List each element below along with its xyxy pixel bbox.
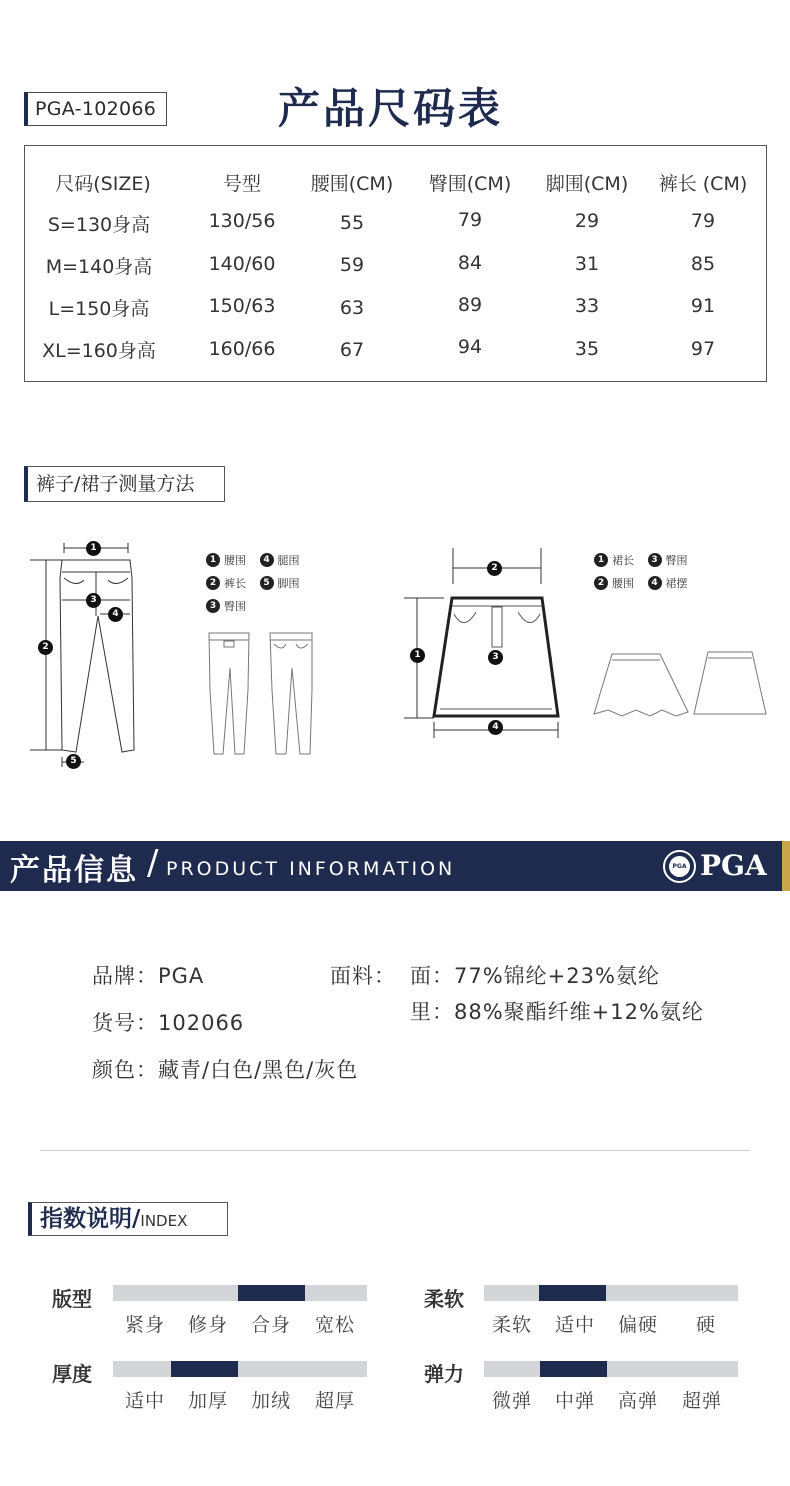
- index-option: 超厚: [314, 1390, 356, 1412]
- index-option: 合身: [250, 1314, 292, 1336]
- table-cell: 84: [457, 252, 483, 274]
- table-cell: 63: [339, 297, 365, 319]
- pga-logo: PGA: [700, 849, 767, 882]
- table-cell: XL=160身高: [42, 340, 156, 362]
- table-cell: 130/56: [208, 210, 276, 232]
- marker-skirt-waist: 2: [487, 561, 502, 576]
- index-thickness-name: 厚度: [52, 1362, 92, 1386]
- brand-info: 品牌：PGA: [92, 964, 205, 988]
- table-header-length: 裤长 (CM): [658, 173, 748, 195]
- page-title: 产品尺码表: [278, 84, 504, 133]
- table-cell: 160/66: [208, 338, 276, 360]
- table-header-hem: 脚围(CM): [545, 173, 629, 195]
- table-cell: 55: [339, 212, 365, 234]
- table-cell: 97: [690, 338, 716, 360]
- fabric-lining: 里：88%聚酯纤维+12%氨纶: [410, 1000, 704, 1024]
- index-option: 宽松: [314, 1314, 356, 1336]
- index-option: 柔软: [491, 1314, 533, 1336]
- table-cell: L=150身高: [48, 298, 150, 320]
- table-header-model: 号型: [222, 173, 262, 195]
- index-option: 加绒: [250, 1390, 292, 1412]
- sku-info: 货号：102066: [92, 1011, 245, 1035]
- table-header-size: 尺码(SIZE): [55, 173, 151, 195]
- index-thickness-bar: [113, 1361, 367, 1377]
- skirt-legend-row: 2 腰围 4 裙摆: [594, 575, 698, 591]
- table-cell: 79: [457, 209, 483, 231]
- marker-hip: 3: [86, 593, 101, 608]
- table-cell: S=130身高: [47, 214, 151, 236]
- banner-subtitle: PRODUCT INFORMATION: [166, 858, 456, 880]
- index-softness-name: 柔软: [424, 1287, 464, 1311]
- index-option: 加厚: [187, 1390, 229, 1412]
- fabric-outer: 面：77%锦纶+23%氨纶: [410, 964, 660, 988]
- marker-length: 2: [38, 640, 53, 655]
- index-option: 高弹: [617, 1390, 659, 1412]
- marker-waist: 1: [86, 541, 101, 556]
- marker-skirt-length: 1: [410, 648, 425, 663]
- index-option: 偏硬: [617, 1314, 659, 1336]
- size-table: [24, 145, 767, 382]
- table-cell: 59: [339, 254, 365, 276]
- index-section-label: 指数说明/INDEX: [28, 1202, 228, 1236]
- table-header-waist: 腰围(CM): [310, 173, 394, 195]
- index-option: 适中: [554, 1314, 596, 1336]
- index-softness-bar: [484, 1285, 738, 1301]
- index-fit-fill: [238, 1285, 305, 1301]
- index-thickness-fill: [171, 1361, 238, 1377]
- index-elasticity-name: 弹力: [424, 1362, 464, 1386]
- table-header-hip: 臀围(CM): [428, 173, 512, 195]
- banner-title: 产品信息: [10, 853, 138, 888]
- index-softness-fill: [539, 1285, 606, 1301]
- index-option: 紧身: [124, 1314, 166, 1336]
- table-cell: 94: [457, 336, 483, 358]
- index-option: 中弹: [554, 1390, 596, 1412]
- product-code-label: PGA-102066: [24, 92, 167, 126]
- table-cell: 31: [574, 253, 600, 275]
- pga-seal-inner: PGA: [669, 856, 690, 877]
- table-cell: 67: [339, 339, 365, 361]
- table-cell: 79: [690, 210, 716, 232]
- index-option: 硬: [695, 1314, 717, 1336]
- index-elasticity-bar: [484, 1361, 738, 1377]
- table-cell: 91: [690, 295, 716, 317]
- fabric-label: 面料：: [330, 964, 396, 988]
- index-option: 适中: [124, 1390, 166, 1412]
- marker-skirt-hem: 4: [488, 720, 503, 735]
- table-cell: 89: [457, 294, 483, 316]
- marker-skirt-hip: 3: [488, 650, 503, 665]
- marker-hem: 5: [66, 754, 81, 769]
- table-cell: 150/63: [208, 295, 276, 317]
- pants-sketch: [204, 630, 322, 760]
- pants-legend-row: 3 臀围: [206, 598, 256, 614]
- product-info-banner: [0, 841, 790, 891]
- pants-legend-row: 2 裤长 5 脚围: [206, 575, 310, 591]
- index-option: 修身: [187, 1314, 229, 1336]
- skirt-sketch: [590, 648, 768, 722]
- table-cell: M=140身高: [45, 256, 153, 278]
- skirt-legend-row: 1 裙长 3 臀围: [594, 552, 698, 568]
- index-elasticity-fill: [540, 1361, 607, 1377]
- table-cell: 85: [690, 253, 716, 275]
- skirt-measure-diagram: [400, 544, 565, 744]
- index-fit-bar: [113, 1285, 367, 1301]
- gold-accent-strip: [782, 841, 790, 891]
- index-option: 超弹: [681, 1390, 723, 1412]
- table-cell: 29: [574, 210, 600, 232]
- measure-section-label: 裤子/裙子测量方法: [24, 466, 225, 502]
- pants-legend-row: 1 腰围 4 腿围: [206, 552, 310, 568]
- banner-slash: /: [147, 843, 159, 883]
- index-option: 微弹: [491, 1390, 533, 1412]
- index-fit-name: 版型: [52, 1287, 92, 1311]
- table-cell: 35: [574, 338, 600, 360]
- color-info: 颜色：藏青/白色/黑色/灰色: [92, 1058, 359, 1082]
- table-cell: 140/60: [208, 253, 276, 275]
- table-cell: 33: [574, 295, 600, 317]
- section-divider: [40, 1150, 750, 1151]
- marker-thigh: 4: [108, 607, 123, 622]
